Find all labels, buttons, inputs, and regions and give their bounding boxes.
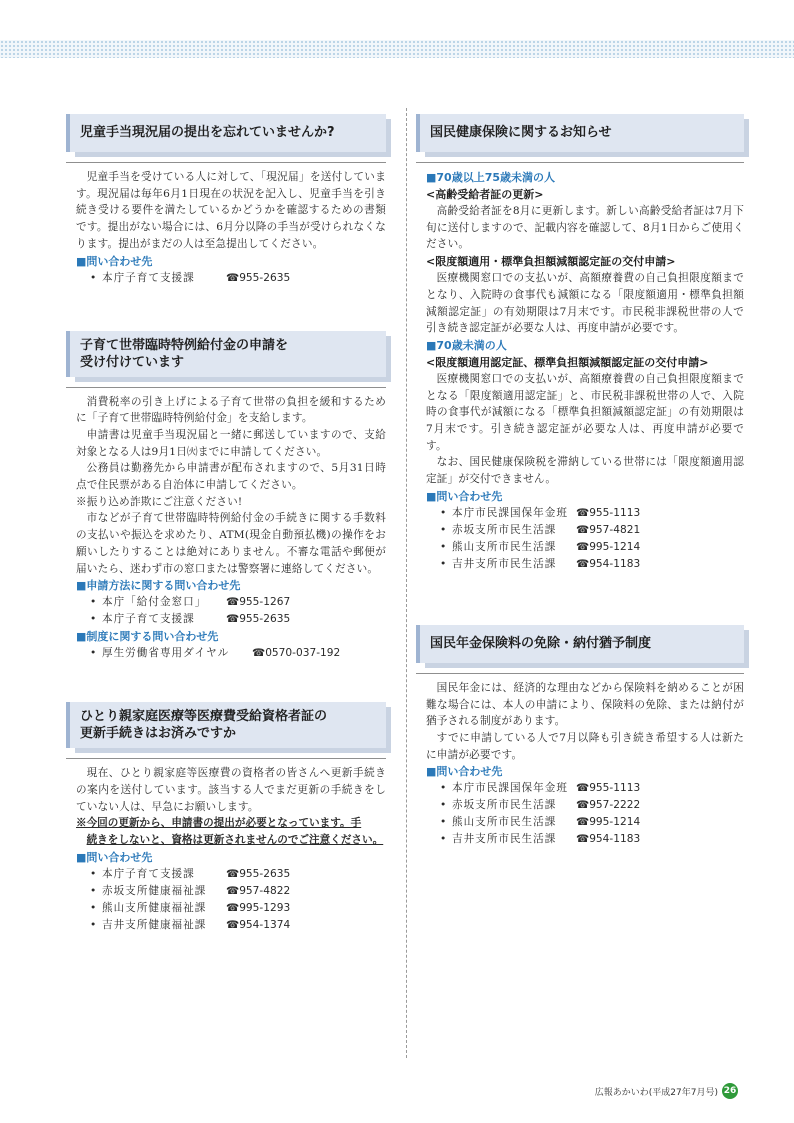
- contact-tel: ☎954-1374: [226, 918, 291, 931]
- contact-tel: ☎0570-037-192: [252, 647, 341, 660]
- pension-para2: すでに申請している人で7月以降も引き続き希望する人は新たに申請が必要です。: [426, 731, 744, 761]
- inquiry-label: ■問い合わせ先: [426, 489, 503, 503]
- bullet: •: [440, 799, 447, 812]
- update-note: [76, 815, 386, 848]
- contact-item: [90, 270, 386, 287]
- temp-benefit-para4: 市などが子育て世帯臨時特例給付金の手続きに関する手数料の支払いや振込を求めたり、ATM(現金自動預払機)の操作をお願いしたりすることは絶対にありません。不審な電話や郵便が届いたら、迷わず市の窓口または警察署に連絡してください。: [76, 512, 386, 575]
- contact-tel: ☎957-4821: [576, 523, 641, 536]
- contact-dept: 赤坂支所市民生活課: [452, 523, 557, 536]
- contact-list: [76, 645, 386, 662]
- contact-item: [440, 814, 744, 831]
- section-title-line2: 更新手続きはお済みですか: [80, 726, 237, 742]
- bullet: •: [440, 506, 447, 519]
- section-title-line1: 子育て世帯臨時特例給付金の申請を: [80, 337, 289, 353]
- contact-list: [426, 505, 744, 573]
- contact-tel: ☎995-1214: [576, 540, 641, 553]
- bullet: •: [90, 647, 97, 660]
- contact-dept: 吉井支所市民生活課: [452, 833, 557, 846]
- contact-tel: ☎955-1267: [226, 596, 291, 609]
- heading-rule: [66, 758, 386, 759]
- contact-item: [440, 797, 744, 814]
- bullet: •: [440, 557, 447, 570]
- section-title: 児童手当現況届の提出を忘れていませんか?: [66, 114, 386, 152]
- contact-item: [440, 505, 744, 522]
- contact-tel: ☎955-2635: [226, 271, 291, 284]
- contact-dept: 熊山支所市民生活課: [452, 816, 557, 829]
- contact-tel: ☎995-1293: [226, 901, 291, 914]
- under-70-body: 医療機関窓口での支払いが、高額療養費の自己負担限度額までとなる「限度額適用認定証」と、市民税非課税世帯の人で、入院時の食事代が減額になる「標準負担額減額認定証」の有効期限は7月末です。引き続き認定証が必要な人は、再度申請が必要です。: [426, 372, 744, 452]
- bullet: •: [90, 613, 97, 626]
- contact-tel: ☎954-1183: [576, 557, 641, 570]
- contact-tel: ☎955-2635: [226, 867, 291, 880]
- bullet: •: [440, 540, 447, 553]
- section-temp-benefit: [66, 331, 386, 377]
- elder-cert-heading: <高齢受給者証の更新>: [426, 188, 544, 201]
- section-title: [66, 331, 386, 377]
- section-child-allowance: [66, 114, 386, 152]
- under-70-label: ■70歳未満の人: [426, 338, 507, 352]
- heading-rule: [416, 162, 744, 163]
- contact-dept: 熊山支所健康福祉課: [102, 901, 207, 914]
- contact-item: [90, 645, 386, 662]
- contact-dept: 本庁子育て支援課: [102, 613, 195, 626]
- bullet: •: [440, 833, 447, 846]
- fraud-note: ※振り込め詐欺にご注意ください!: [76, 495, 243, 508]
- right-column: [426, 114, 744, 848]
- page-number-badge: 26: [722, 1083, 738, 1099]
- temp-benefit-para3: 公務員は勤務先から申請書が配布されますので、5月31日時点で住民票がある自治体に申請してください。: [76, 462, 386, 492]
- contact-item: [440, 539, 744, 556]
- contact-tel: ☎957-4822: [226, 884, 291, 897]
- header-dot-band: [0, 40, 794, 58]
- section-title: [66, 702, 386, 748]
- contact-list: [76, 270, 386, 287]
- section-title: 国民健康保険に関するお知らせ: [416, 114, 744, 152]
- update-note-line2: 続きをしないと、資格は更新されませんのでご注意ください。: [86, 834, 384, 847]
- bullet: •: [90, 884, 97, 897]
- contact-item: [90, 611, 386, 628]
- update-note-line1: ※今回の更新から、申請書の提出が必要となっています。手: [76, 817, 362, 830]
- bullet: •: [440, 782, 447, 795]
- contact-tel: ☎955-2635: [226, 613, 291, 626]
- contact-dept: 本庁「給付金窓口」: [102, 596, 207, 609]
- inquiry-label: ■問い合わせ先: [426, 765, 503, 779]
- contact-dept: 吉井支所健康福祉課: [102, 918, 207, 931]
- contact-list: [76, 866, 386, 934]
- contact-item: [440, 831, 744, 848]
- contact-item: [90, 900, 386, 917]
- limit-cert-heading: <限度額適用・標準負担額減額認定証の交付申請>: [426, 255, 676, 269]
- column-divider: [406, 108, 407, 1058]
- inquiry-label: ■問い合わせ先: [76, 254, 153, 268]
- bullet: •: [440, 523, 447, 536]
- elder-cert-body: 高齢受給者証を8月に更新します。新しい高齢受給者証は7月下旬に送付しますので、記載内容を確認して、8月1日からご使用ください。: [426, 205, 744, 251]
- arrears-body: なお、国民健康保険税を滞納している世帯には「限度額適用認定証」が交付できません。: [426, 456, 744, 486]
- contact-tel: ☎957-2222: [576, 799, 641, 812]
- child-allowance-body: 児童手当を受けている人に対して、「現況届」を送付しています。現況届は毎年6月1日現在の状況を記入し、児童手当を引き続き受ける要件を満たしているかどうかを確認するための書類です。提出がない場合には、6月分以降の手当が受けられなくなります。提出がまだの人は至急提出してください。: [76, 171, 386, 250]
- contact-item: [440, 780, 744, 797]
- page-footer: [595, 1083, 738, 1099]
- bullet: •: [90, 918, 97, 931]
- contact-list: [76, 594, 386, 628]
- bullet: •: [90, 901, 97, 914]
- temp-benefit-para2: 申請書は児童手当現況届と一緒に郵送していますので、支給対象となる人は9月1日㈫までに申請してください。: [76, 428, 386, 458]
- inquiry-label-system: ■制度に関する問い合わせ先: [76, 630, 219, 644]
- age-70-75-label: ■70歳以上75歳未満の人: [426, 171, 556, 184]
- section-pension: [416, 625, 744, 663]
- pension-para1: 国民年金には、経済的な理由などから保険料を納めることが困難な場合には、本人の申請により、保険料の免除、または納付が猶予される制度があります。: [426, 681, 744, 728]
- bullet: •: [90, 867, 97, 880]
- contact-dept: 本庁子育て支援課: [102, 867, 195, 880]
- contact-item: [90, 594, 386, 611]
- publication-name: 広報あかいわ(平成27年7月号): [594, 1087, 718, 1098]
- contact-item: [440, 522, 744, 539]
- under-70-heading: <限度額適用認定証、標準負担額減額認定証の交付申請>: [426, 355, 709, 369]
- heading-rule: [66, 162, 386, 163]
- contact-item: [90, 917, 386, 934]
- section-nhi: [416, 114, 744, 152]
- contact-list: [426, 780, 744, 848]
- inquiry-label: ■問い合わせ先: [76, 850, 153, 864]
- section-title-line1: ひとり親家庭医療等医療費受給資格者証の: [80, 709, 328, 725]
- contact-tel: ☎955-1113: [576, 506, 641, 519]
- contact-dept: 吉井支所市民生活課: [452, 557, 557, 570]
- contact-dept: 本庁市民課国保年金班: [452, 782, 568, 795]
- left-column: [76, 114, 386, 934]
- contact-tel: ☎995-1214: [576, 816, 641, 829]
- bullet: •: [90, 596, 97, 609]
- heading-rule: [66, 387, 386, 388]
- temp-benefit-para1: 消費税率の引き上げによる子育て世帯の負担を緩和するために「子育て世帯臨時特例給付金」を支給します。: [76, 395, 386, 425]
- inquiry-label-apply: ■申請方法に関する問い合わせ先: [76, 579, 241, 593]
- contact-item: [90, 883, 386, 900]
- contact-tel: ☎955-1113: [576, 782, 641, 795]
- contact-item: [440, 556, 744, 573]
- section-single-parent: [66, 702, 386, 748]
- bullet: •: [440, 816, 447, 829]
- heading-rule: [416, 673, 744, 674]
- contact-item: [90, 866, 386, 883]
- contact-dept: 熊山支所市民生活課: [452, 540, 557, 553]
- contact-dept: 厚生労働省専用ダイヤル: [102, 647, 230, 660]
- bullet: •: [90, 271, 97, 284]
- section-title: 国民年金保険料の免除・納付猶予制度: [416, 625, 744, 663]
- section-title-line2: 受け付けています: [80, 354, 185, 370]
- limit-cert-body: 医療機関窓口での支払いが、高額療養費の自己負担限度額までとなり、入院時の食事代も減額になる「限度額適用・標準負担額減額認定証」の有効期限は7月末です。市民税非課税世帯の人で引き続き認定証が必要な人は、再度申請が必要です。: [426, 272, 744, 335]
- contact-dept: 赤坂支所市民生活課: [452, 799, 557, 812]
- contact-dept: 本庁子育て支援課: [102, 271, 195, 284]
- contact-dept: 本庁市民課国保年金班: [452, 506, 568, 519]
- single-parent-body: 現在、ひとり親家庭等医療費の資格者の皆さんへ更新手続きの案内を送付しています。該当する人でまだ更新の手続きをしていない人は、早急にお願いします。: [76, 767, 386, 813]
- contact-dept: 赤坂支所健康福祉課: [102, 884, 207, 897]
- contact-tel: ☎954-1183: [576, 833, 641, 846]
